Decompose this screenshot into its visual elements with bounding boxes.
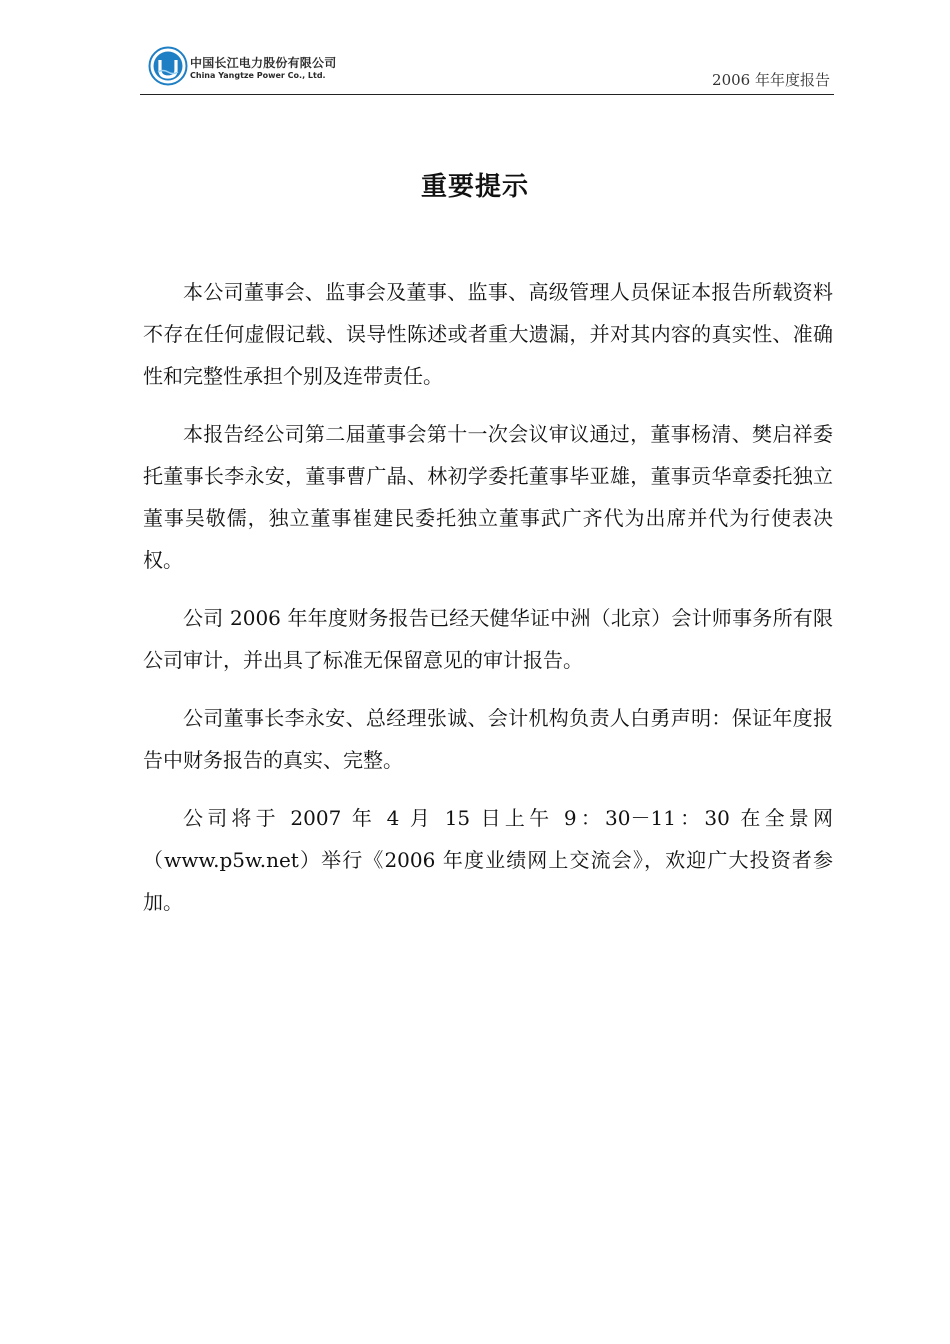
report-year-label: 2006 年年度报告 — [712, 71, 830, 89]
page-header — [140, 40, 834, 95]
logo-chinese-name: 中国长江电力股份有限公司 — [190, 56, 337, 70]
notice-paragraph: 本报告经公司第二届董事会第十一次会议审议通过，董事杨清、樊启祥委托董事长李永安，董事曹广晶、林初学委托董事毕亚雄，董事贡华章委托独立董事吴敬儒，独立董事崔建民委托独立董事武广齐代为出席并代为行使表决权。 — [143, 422, 833, 572]
notice-paragraph: 公司董事长李永安、总经理张诚、会计机构负责人白勇声明：保证年度报告中财务报告的真实、完整。 — [143, 706, 833, 772]
company-logo-icon — [148, 46, 188, 86]
logo-english-name: China Yangtze Power Co., Ltd. — [190, 71, 326, 80]
page-title: 重要提示 — [420, 172, 529, 202]
notice-paragraph: 公司 2006 年年度财务报告已经天健华证中洲（北京）会计师事务所有限公司审计，并出具了标准无保留意见的审计报告。 — [143, 606, 833, 672]
notice-paragraph: 公司将于 2007 年 4 月 15 日上午 9：30－11：30 在全景网（www.p5w.net）举行《2006 年度业绩网上交流会》，欢迎广大投资者参加。 — [143, 806, 833, 914]
notice-paragraph: 本公司董事会、监事会及董事、监事、高级管理人员保证本报告所载资料不存在任何虚假记载、误导性陈述或者重大遗漏，并对其内容的真实性、准确性和完整性承担个别及连带责任。 — [143, 280, 833, 388]
notice-body — [143, 271, 833, 939]
company-logo — [148, 46, 368, 90]
